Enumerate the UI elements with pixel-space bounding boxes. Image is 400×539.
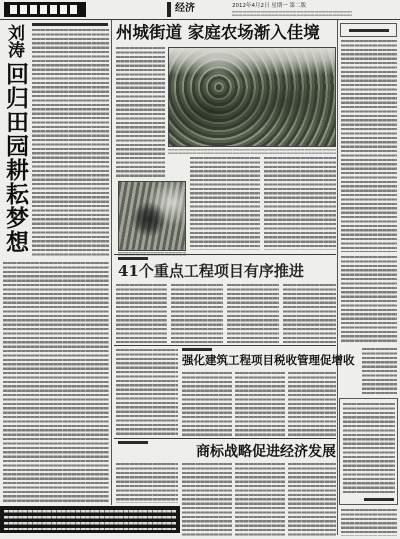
feature-byline [32,23,108,26]
section-divider [114,438,336,439]
article-headline-key-projects: 41个重点工程项目有序推进 [118,262,304,280]
feature-body-text-continued [3,262,109,503]
column-body-text [362,348,397,394]
column-box-header [340,23,397,37]
section-label: 经济 [175,3,195,14]
column-body-text [341,509,397,536]
masthead-rule [0,19,400,20]
column-divider [111,20,112,505]
column-divider [337,20,338,535]
article-kicker [182,348,212,351]
bottom-notice-text [4,510,176,530]
column-boxed-text [343,403,395,495]
column-boxed-section [339,398,398,505]
section-divider [114,254,336,255]
column-body-text [341,256,397,344]
masthead-logo [4,2,86,17]
section-mark [167,2,171,17]
column-body-text [341,40,397,252]
article-body-text [190,157,260,250]
article-body-text [182,463,232,536]
article-body-text [235,463,285,536]
column-boxed-footer [364,498,394,501]
article-kicker [118,257,148,260]
section-divider [114,345,336,346]
masthead-small-text [232,11,352,16]
photo-greenhouse-worker [118,181,186,251]
article-body-text [288,463,336,536]
article-body-text [116,463,178,503]
article-body-text [264,157,336,250]
photo-caption [168,149,336,154]
article-body-text [288,372,336,436]
article-body-text [116,47,165,178]
article-body-text [235,372,285,436]
masthead-logo-lettering [10,5,80,14]
article-kicker [118,441,148,444]
article-body-text [116,284,167,343]
article-headline-trademark-strategy: 商标战略促进经济发展 [196,444,336,460]
bottom-notice-band [0,506,180,533]
feature-person-name: 刘涛 [4,24,24,58]
feature-body-text [32,29,109,258]
article-body-text [283,284,336,343]
photo-vegetable-field [168,47,336,147]
article-body-text [171,284,223,343]
article-body-text [182,372,232,436]
feature-vertical-headline: 回归田园耕耘梦想 [2,62,29,254]
article-body-text [116,349,178,436]
article-headline-tax-management: 强化建筑工程项目税收管理促增收 [182,353,355,367]
column-box-title [349,29,389,32]
article-headline-family-farm: 州城街道 家庭农场渐入佳境 [116,23,320,42]
article-body-text [227,284,279,343]
date-line: 2012年4月2日 星期一 第二版 [232,3,306,9]
